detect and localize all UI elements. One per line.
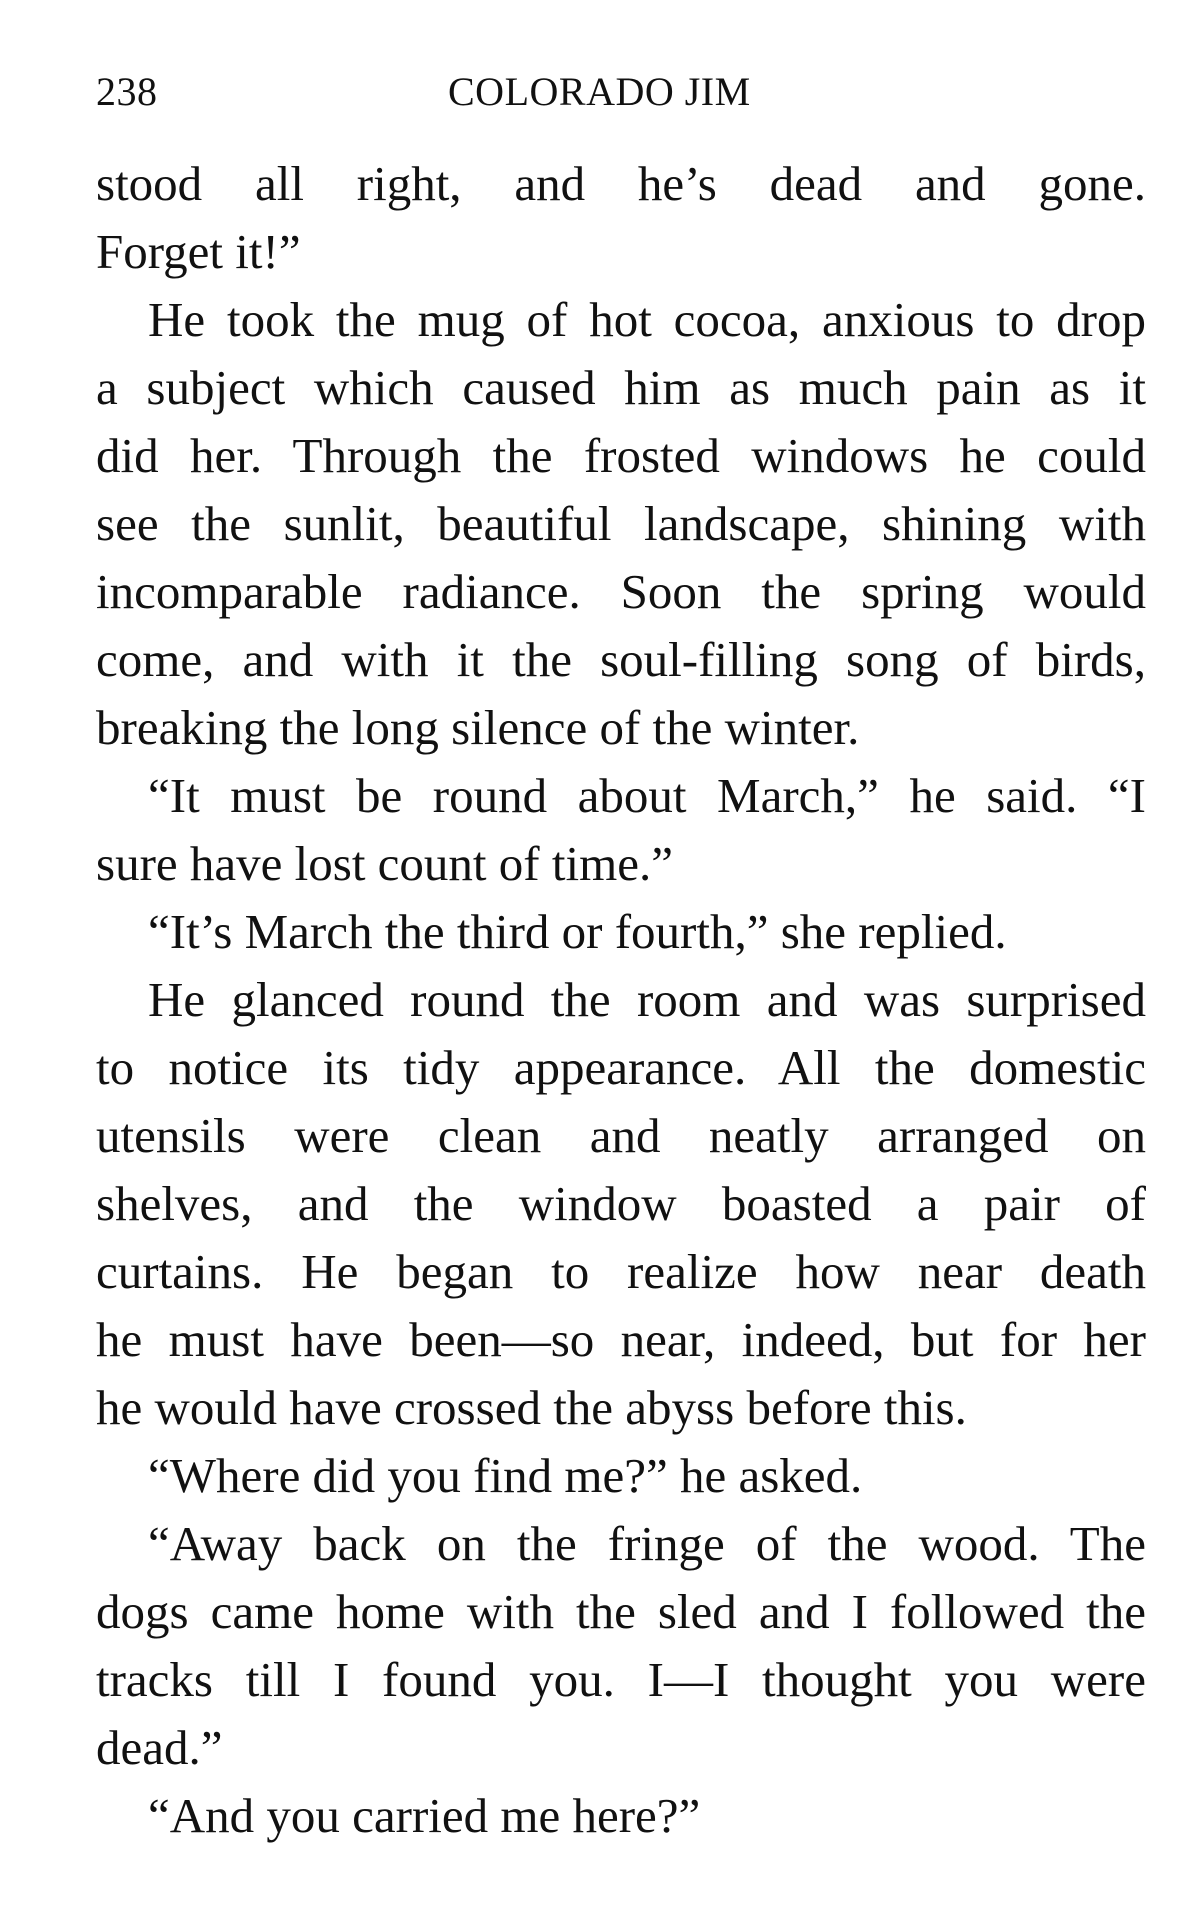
text-line: dead.” bbox=[96, 1720, 223, 1775]
text-line: come, and with it the soul-filling song of birds, bbox=[96, 632, 1146, 687]
page-header bbox=[96, 62, 1146, 122]
text-line: curtains. He began to realize how near death bbox=[96, 1244, 1146, 1299]
text-line: “Away back on the fringe of the wood. The bbox=[148, 1516, 1146, 1571]
text-line: “And you carried me here?” bbox=[148, 1788, 701, 1843]
page-number: 238 bbox=[96, 69, 158, 114]
text-line: tracks till I found you. I—I thought you were bbox=[96, 1652, 1146, 1707]
text-line: “It must be round about March,” he said. “I bbox=[148, 768, 1146, 823]
text-line: see the sunlit, beautiful landscape, shining with bbox=[96, 496, 1146, 551]
text-line: “It’s March the third or fourth,” she replied. bbox=[148, 904, 1007, 959]
text-line: did her. Through the frosted windows he could bbox=[96, 428, 1146, 483]
text-line: sure have lost count of time.” bbox=[96, 836, 673, 891]
text-line: incomparable radiance. Soon the spring would bbox=[96, 564, 1146, 619]
running-head: COLORADO JIM bbox=[448, 69, 751, 114]
text-line: to notice its tidy appearance. All the domestic bbox=[96, 1040, 1146, 1095]
text-line: he would have crossed the abyss before this. bbox=[96, 1380, 967, 1435]
text-line: shelves, and the window boasted a pair of bbox=[96, 1176, 1146, 1231]
text-line: stood all right, and he’s dead and gone. bbox=[96, 156, 1146, 211]
text-line: He glanced round the room and was surprised bbox=[148, 972, 1146, 1027]
body-text bbox=[96, 150, 1146, 1850]
text-line: He took the mug of hot cocoa, anxious to drop bbox=[148, 292, 1146, 347]
text-line: dogs came home with the sled and I followed the bbox=[96, 1584, 1146, 1639]
text-line: a subject which caused him as much pain as it bbox=[96, 360, 1146, 415]
text-line: Forget it!” bbox=[96, 224, 301, 279]
text-line: utensils were clean and neatly arranged on bbox=[96, 1108, 1146, 1163]
text-line: he must have been—so near, indeed, but for her bbox=[96, 1312, 1146, 1367]
text-line: “Where did you find me?” he asked. bbox=[148, 1448, 863, 1503]
text-line: breaking the long silence of the winter. bbox=[96, 700, 860, 755]
